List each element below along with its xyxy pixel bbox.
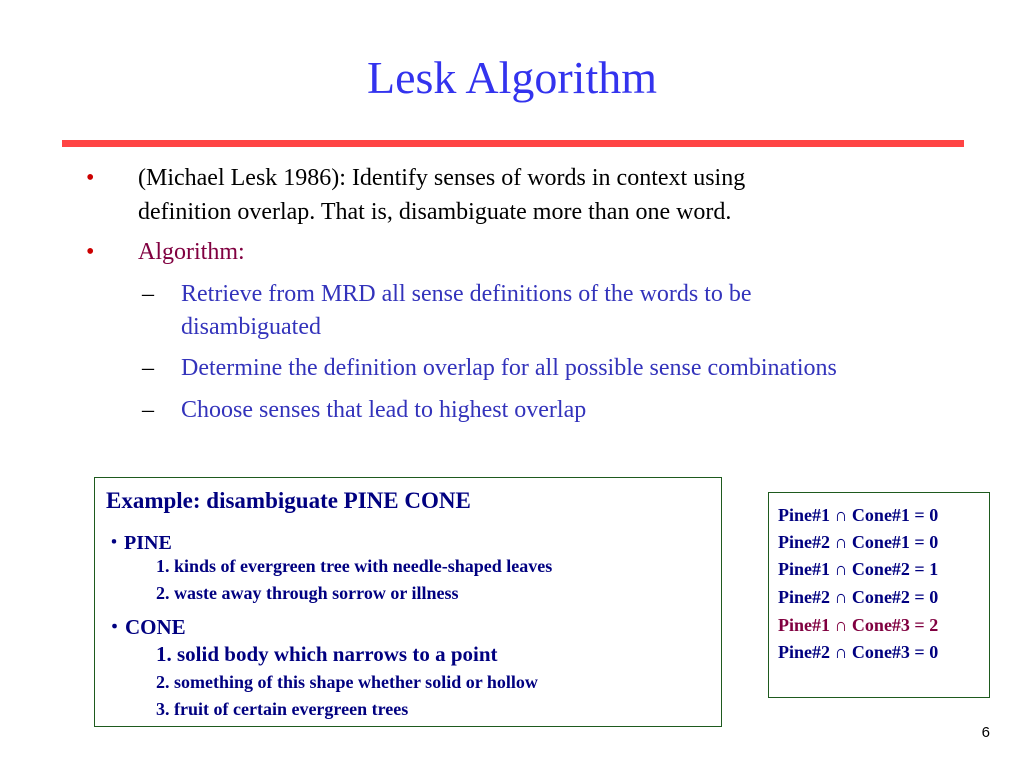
bullet-text-algorithm: Algorithm: (138, 239, 245, 265)
title-divider (62, 140, 964, 147)
overlap-line: Pine#2 ∩ Cone#2 = 0 (778, 587, 939, 607)
overlap-line: Pine#2 ∩ Cone#1 = 0 (778, 532, 939, 552)
example-heading: Example: disambiguate PINE CONE (106, 488, 471, 513)
example-box (94, 477, 722, 727)
cone-sense: 1. solid body which narrows to a point (156, 642, 498, 666)
sub-bullet-mark: – (142, 281, 154, 307)
cone-label: ・CONE (104, 615, 186, 639)
bullet-text-line: definition overlap. That is, disambiguate more than one word. (138, 199, 732, 225)
sub-bullet-text-line: Retrieve from MRD all sense definitions of the words to be (181, 281, 752, 307)
cone-sense: 3. fruit of certain evergreen trees (156, 699, 409, 719)
overlap-line: Pine#1 ∩ Cone#2 = 1 (778, 559, 939, 579)
overlap-line: Pine#2 ∩ Cone#3 = 0 (778, 642, 939, 662)
bullet-mark: • (86, 165, 95, 191)
overlap-line-highlight: Pine#1 ∩ Cone#3 = 2 (778, 615, 939, 635)
sub-bullet-mark: – (142, 355, 154, 381)
slide-title: Lesk Algorithm (366, 52, 658, 103)
sub-bullet-text-line: disambiguated (181, 314, 321, 340)
pine-sense: 1. kinds of evergreen tree with needle-shaped leaves (156, 556, 553, 576)
sub-bullet-text: Determine the definition overlap for all possible sense combinations (181, 355, 837, 381)
overlap-line: Pine#1 ∩ Cone#1 = 0 (778, 505, 939, 525)
page-number: 6 (981, 724, 990, 741)
overlap-box (768, 492, 990, 698)
cone-sense: 2. something of this shape whether solid or hollow (156, 672, 538, 692)
sub-bullet-mark: – (142, 397, 154, 423)
bullet-mark: • (86, 239, 95, 265)
bullet-text-line: (Michael Lesk 1986): Identify senses of words in context using (138, 165, 746, 191)
pine-label: ・PINE (104, 532, 172, 554)
pine-sense: 2. waste away through sorrow or illness (156, 583, 459, 603)
sub-bullet-text: Choose senses that lead to highest overlap (181, 397, 587, 423)
